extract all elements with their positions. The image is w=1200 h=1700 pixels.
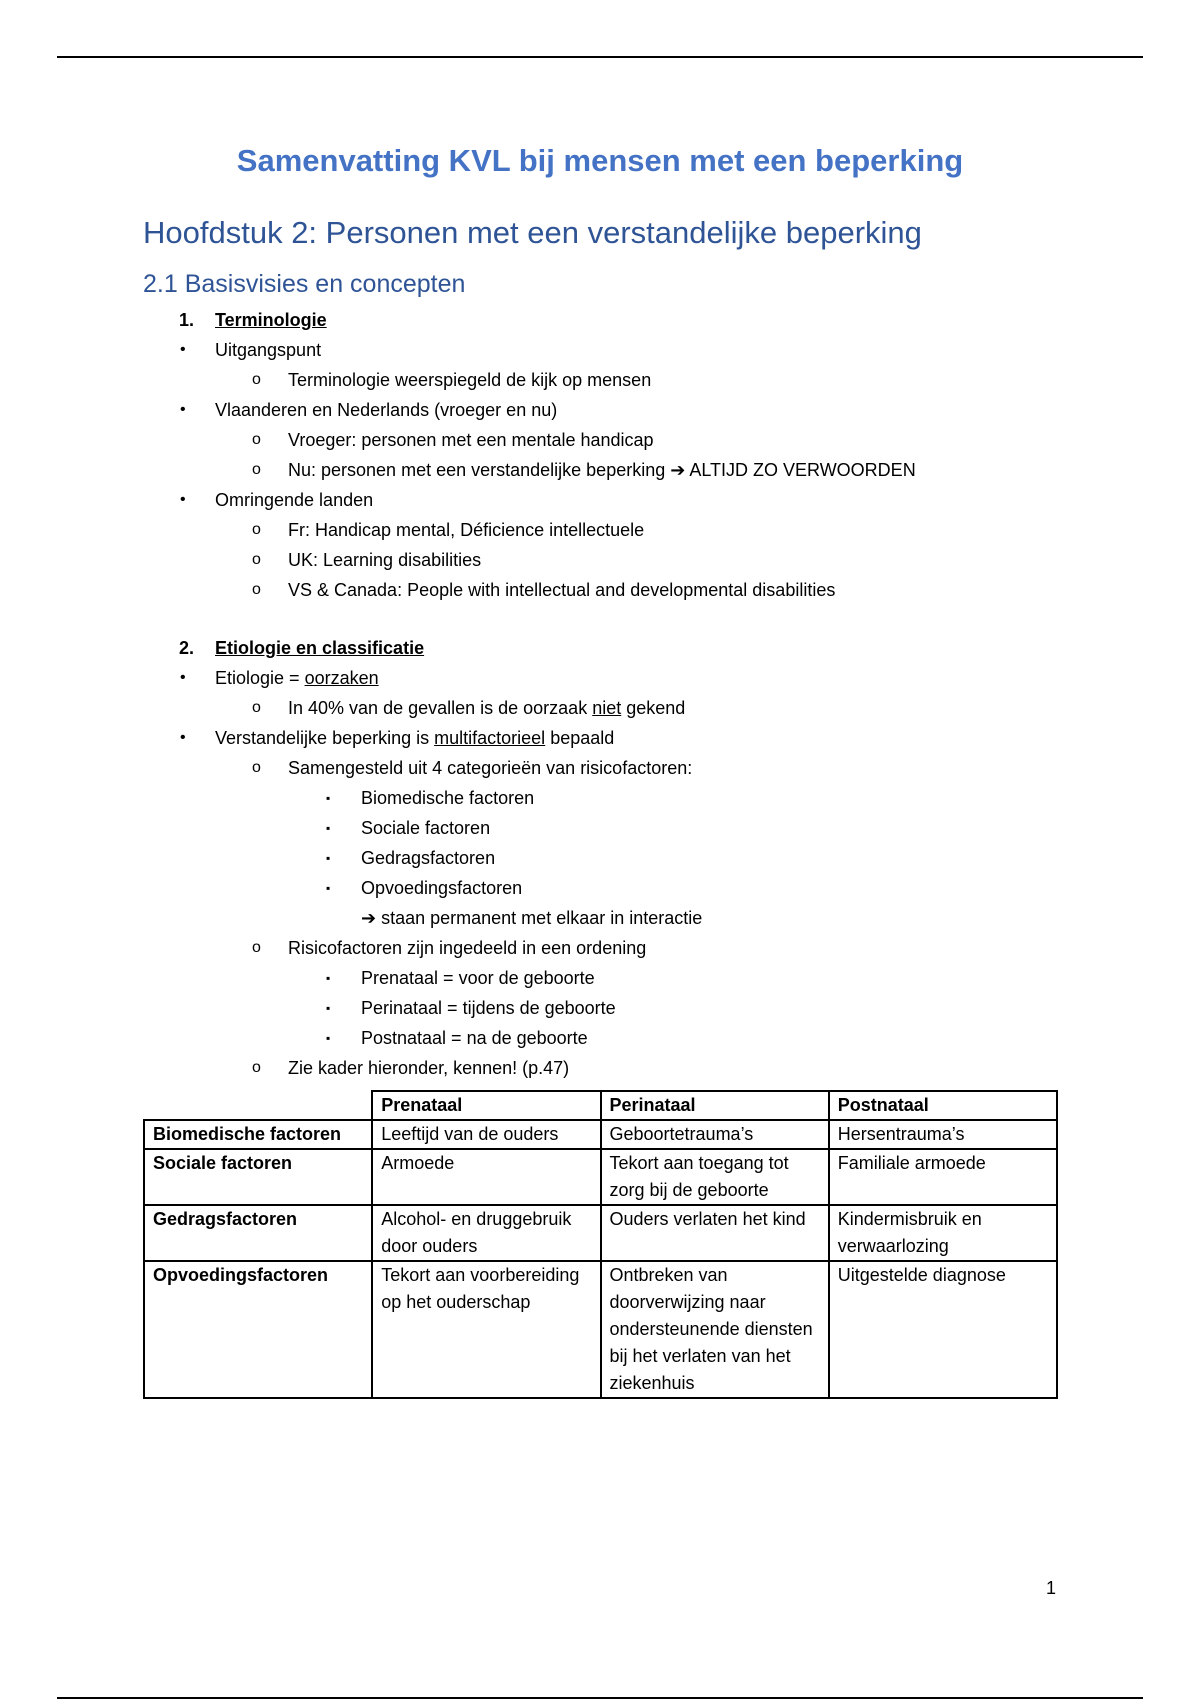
list-item-text: Gedragsfactoren [361, 848, 496, 868]
list-item [0, 783, 1200, 813]
table-cell: Hersentrauma’s [829, 1120, 1057, 1149]
table-cell: Geboortetrauma’s [601, 1120, 829, 1149]
table-header-row [144, 1091, 1057, 1120]
subsection-title: Etiologie en classificatie [215, 638, 425, 658]
table-cell: Alcohol- en druggebruik door ouders [372, 1205, 600, 1261]
list-item [0, 425, 1200, 455]
square-bullet-icon: ▪ [326, 1031, 331, 1045]
list-item [0, 455, 1200, 485]
square-bullet-icon: ▪ [326, 1001, 331, 1015]
text-part: In 40% van de gevallen is de oorzaak [288, 698, 593, 718]
list-item-text: UK: Learning disabilities [288, 550, 482, 570]
column-header: Postnataal [829, 1091, 1057, 1120]
list-item-text: VS & Canada: People with intellectual and developmental disabilities [288, 580, 836, 600]
list-item-text: Uitgangspunt [215, 340, 322, 360]
list-item-text: Terminologie weerspiegeld de kijk op mensen [288, 370, 652, 390]
document-body [0, 305, 1200, 1083]
text-part: ALTIJD ZO VERWOORDEN [685, 460, 916, 480]
list-item [0, 663, 1200, 693]
list-item-text: Vlaanderen en Nederlands (vroeger en nu) [215, 400, 558, 420]
square-bullet-icon: ▪ [326, 881, 331, 895]
list-item-text: Zie kader hieronder, kennen! (p.47) [288, 1058, 570, 1078]
list-number: 2. [179, 638, 195, 658]
circle-bullet-icon: o [252, 521, 261, 538]
table-cell: Ouders verlaten het kind [601, 1205, 829, 1261]
row-header: Gedragsfactoren [144, 1205, 372, 1261]
arrow-icon: ➔ [361, 908, 377, 928]
square-bullet-icon: ▪ [326, 971, 331, 985]
list-item-text: Sociale factoren [361, 818, 491, 838]
arrow-icon: ➔ [670, 460, 686, 480]
document-title: Samenvatting KVL bij mensen met een beperking [236, 143, 964, 178]
circle-bullet-icon: o [252, 461, 261, 478]
column-header: Perinataal [601, 1091, 829, 1120]
numbered-heading [0, 305, 1200, 335]
list-item-text [215, 723, 614, 753]
table-row [144, 1205, 1057, 1261]
numbered-heading [0, 633, 1200, 663]
list-item [0, 813, 1200, 843]
text-part: Verstandelijke beperking is [215, 728, 435, 748]
list-item-text [288, 693, 685, 723]
list-item [0, 993, 1200, 1023]
list-item-text [288, 455, 916, 485]
text-part: staan permanent met elkaar in interactie [376, 908, 703, 928]
risk-factors-table [143, 1090, 1058, 1399]
table-cell: Armoede [372, 1149, 600, 1205]
list-item [0, 843, 1200, 873]
bullet-icon: • [180, 491, 186, 508]
list-item [0, 723, 1200, 753]
list-item [0, 365, 1200, 395]
list-item [0, 545, 1200, 575]
subsection-title: Terminologie [215, 310, 327, 330]
circle-bullet-icon: o [252, 699, 261, 716]
circle-bullet-icon: o [252, 431, 261, 448]
row-header: Sociale factoren [144, 1149, 372, 1205]
list-item-text: Risicofactoren zijn ingedeeld in een ordening [288, 938, 647, 958]
circle-bullet-icon: o [252, 551, 261, 568]
table-row [144, 1120, 1057, 1149]
list-item [0, 485, 1200, 515]
table-cell: Leeftijd van de ouders [372, 1120, 600, 1149]
row-header: Biomedische factoren [144, 1120, 372, 1149]
list-item [0, 693, 1200, 723]
list-item [0, 515, 1200, 545]
header-rule [57, 56, 1143, 58]
square-bullet-icon: ▪ [326, 791, 331, 805]
text-part: Etiologie = [215, 668, 305, 688]
list-item [0, 1053, 1200, 1083]
list-item-text: Samengesteld uit 4 categorieën van risicofactoren: [288, 758, 693, 778]
list-item-text: Prenataal = voor de geboorte [361, 968, 595, 988]
table-cell: Tekort aan toegang tot zorg bij de geboorte [601, 1149, 829, 1205]
table-cell: Kindermisbruik en verwaarlozing [829, 1205, 1057, 1261]
list-item-text: Vroeger: personen met een mentale handicap [288, 430, 654, 450]
bullet-icon: • [180, 669, 186, 686]
table-corner-cell [144, 1091, 372, 1120]
list-item-text: Opvoedingsfactoren [361, 878, 523, 898]
section-heading: 2.1 Basisvisies en concepten [143, 270, 466, 298]
underlined-text: niet [592, 698, 622, 718]
square-bullet-icon: ▪ [326, 821, 331, 835]
underlined-text: oorzaken [304, 668, 379, 688]
list-number: 1. [179, 310, 195, 330]
table-cell: Tekort aan voorbereiding op het ouderschap [372, 1261, 600, 1398]
list-item [0, 1023, 1200, 1053]
circle-bullet-icon: o [252, 1059, 261, 1076]
underlined-text: multifactorieel [434, 728, 546, 748]
list-item-text: Omringende landen [215, 490, 374, 510]
page-number: 1 [1046, 1578, 1057, 1598]
table-cell: Ontbreken van doorverwijzing naar ondersteunende diensten bij het verlaten van het ziekenhuis [601, 1261, 829, 1398]
list-item-text [361, 903, 702, 933]
circle-bullet-icon: o [252, 581, 261, 598]
text-part: gekend [621, 698, 686, 718]
list-item-text: Fr: Handicap mental, Déficience intellectuele [288, 520, 645, 540]
circle-bullet-icon: o [252, 759, 261, 776]
list-item [0, 395, 1200, 425]
table-cell: Uitgestelde diagnose [829, 1261, 1057, 1398]
table-row [144, 1261, 1057, 1398]
row-header: Opvoedingsfactoren [144, 1261, 372, 1398]
column-header: Prenataal [372, 1091, 600, 1120]
bullet-icon: • [180, 341, 186, 358]
list-item [0, 335, 1200, 365]
bullet-icon: • [180, 729, 186, 746]
list-item-text: Postnataal = na de geboorte [361, 1028, 588, 1048]
circle-bullet-icon: o [252, 371, 261, 388]
bullet-icon: • [180, 401, 186, 418]
list-item-text [215, 663, 379, 693]
list-item-text: Biomedische factoren [361, 788, 535, 808]
square-bullet-icon: ▪ [326, 851, 331, 865]
table-row [144, 1149, 1057, 1205]
text-part: Nu: personen met een verstandelijke beperking [288, 460, 671, 480]
list-item [0, 873, 1200, 903]
text-part: bepaald [545, 728, 615, 748]
list-item-text: Perinataal = tijdens de geboorte [361, 998, 616, 1018]
list-item [0, 933, 1200, 963]
list-item [0, 753, 1200, 783]
list-item [0, 575, 1200, 605]
list-item-note [0, 903, 1200, 933]
chapter-heading: Hoofdstuk 2: Personen met een verstandelijke beperking [143, 215, 922, 250]
circle-bullet-icon: o [252, 939, 261, 956]
list-item [0, 963, 1200, 993]
table-cell: Familiale armoede [829, 1149, 1057, 1205]
footer-rule [57, 1697, 1143, 1699]
